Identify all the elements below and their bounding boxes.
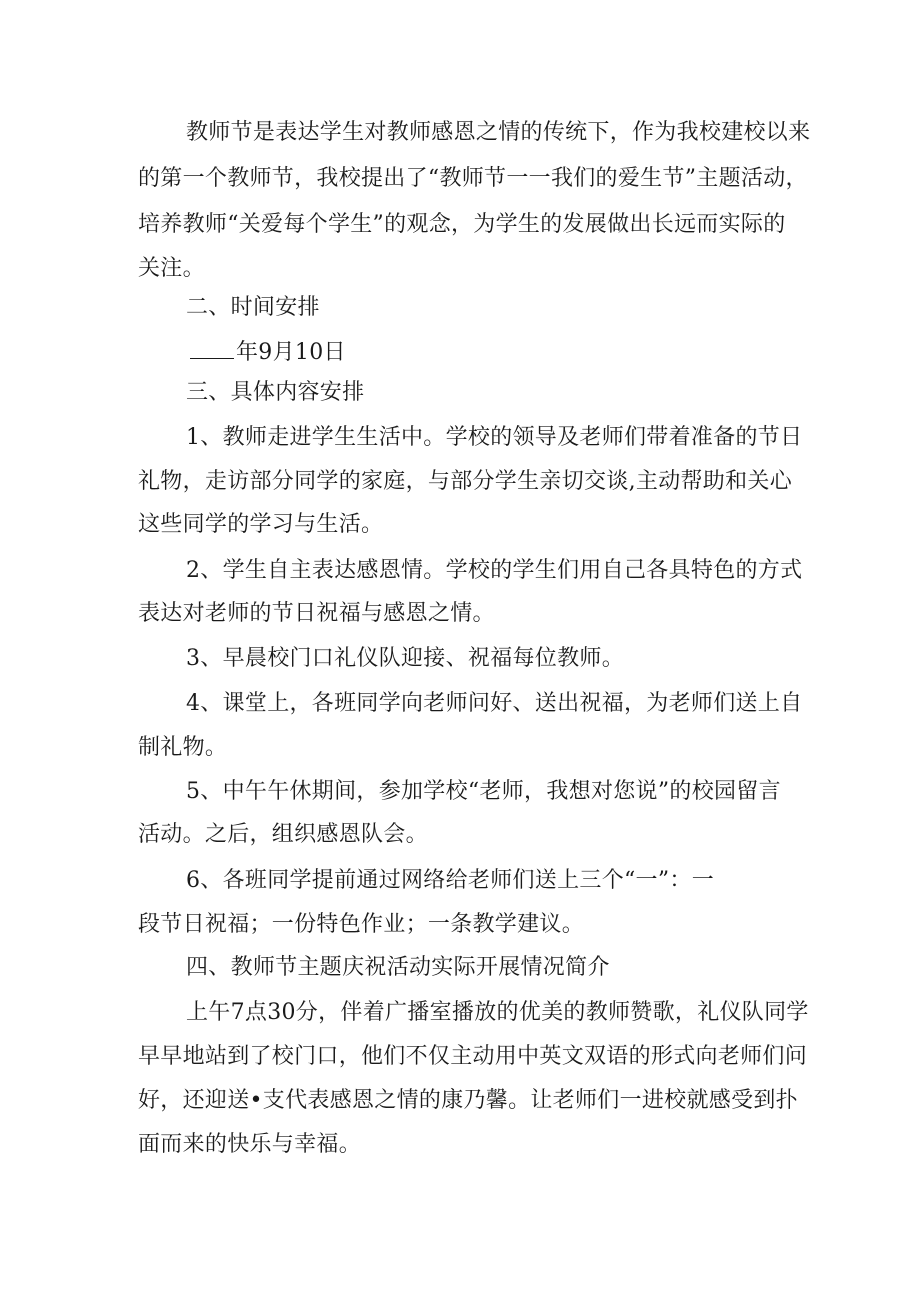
section-4-heading: 四、教师节主题庆祝活动实际开展情况简介: [186, 955, 610, 980]
section-4-line-4: 面而来的快乐与幸福。: [138, 1132, 362, 1157]
date-text: 年9月10日: [236, 340, 346, 365]
item-2-line-2: 表达对老师的节日祝福与感恩之情。: [138, 601, 495, 626]
intro-line-3: 培养教师“关爱每个学生”的观念，为学生的发展做出长远而实际的: [138, 212, 786, 237]
item-5-line-1: 5、中午午休期间，参加学校“老师，我想对您说”的校园留言: [186, 779, 781, 804]
date-line: [190, 338, 346, 368]
intro-line-2: 的第一个教师节，我校提出了“教师节一一我们的爱生节”主题活动，: [138, 166, 808, 191]
item-5-line-2: 活动。之后，组织感恩队会。: [138, 822, 428, 847]
item-4-line-1: 4、课堂上，各班同学向老师问好、送出祝福，为老师们送上自: [186, 691, 803, 716]
item-2-line-1: 2、学生自主表达感恩情。学校的学生们用自己各具特色的方式: [186, 558, 803, 583]
item-1-line-3: 这些同学的学习与生活。: [138, 512, 384, 537]
item-4-line-2: 制礼物。: [138, 735, 228, 760]
section-4-line-2: 早早地站到了校门口，他们不仅主动用中英文双语的形式向老师们问: [138, 1044, 808, 1069]
intro-line-1: 教师节是表达学生对教师感恩之情的传统下，作为我校建校以来: [186, 120, 811, 145]
date-year-blank: [190, 338, 234, 359]
item-1-line-1: 1、教师走进学生生活中。学校的领导及老师们带着准备的节日: [186, 425, 803, 450]
item-6-line-1: 6、各班同学提前通过网络给老师们送上三个“一”：一: [186, 868, 714, 893]
item-3-line: 3、早晨校门口礼仪队迎接、祝福每位教师。: [186, 646, 624, 671]
section-4-line-3: 好，还迎送•支代表感恩之情的康乃馨。让老师们一进校就感受到扑: [138, 1088, 798, 1113]
intro-line-4: 关注。: [138, 256, 205, 281]
section-3-heading: 三、具体内容安排: [186, 380, 365, 405]
item-6-line-2: 段节日祝福；一份特色作业；一条教学建议。: [138, 912, 585, 937]
item-1-line-2: 礼物，走访部分同学的家庭，与部分学生亲切交谈,主动帮助和关心: [138, 469, 792, 494]
section-2-heading: 二、时间安排: [186, 295, 320, 320]
section-4-line-1: 上午7点30分，伴着广播室播放的优美的教师赞歌，礼仪队同学: [186, 1000, 809, 1025]
